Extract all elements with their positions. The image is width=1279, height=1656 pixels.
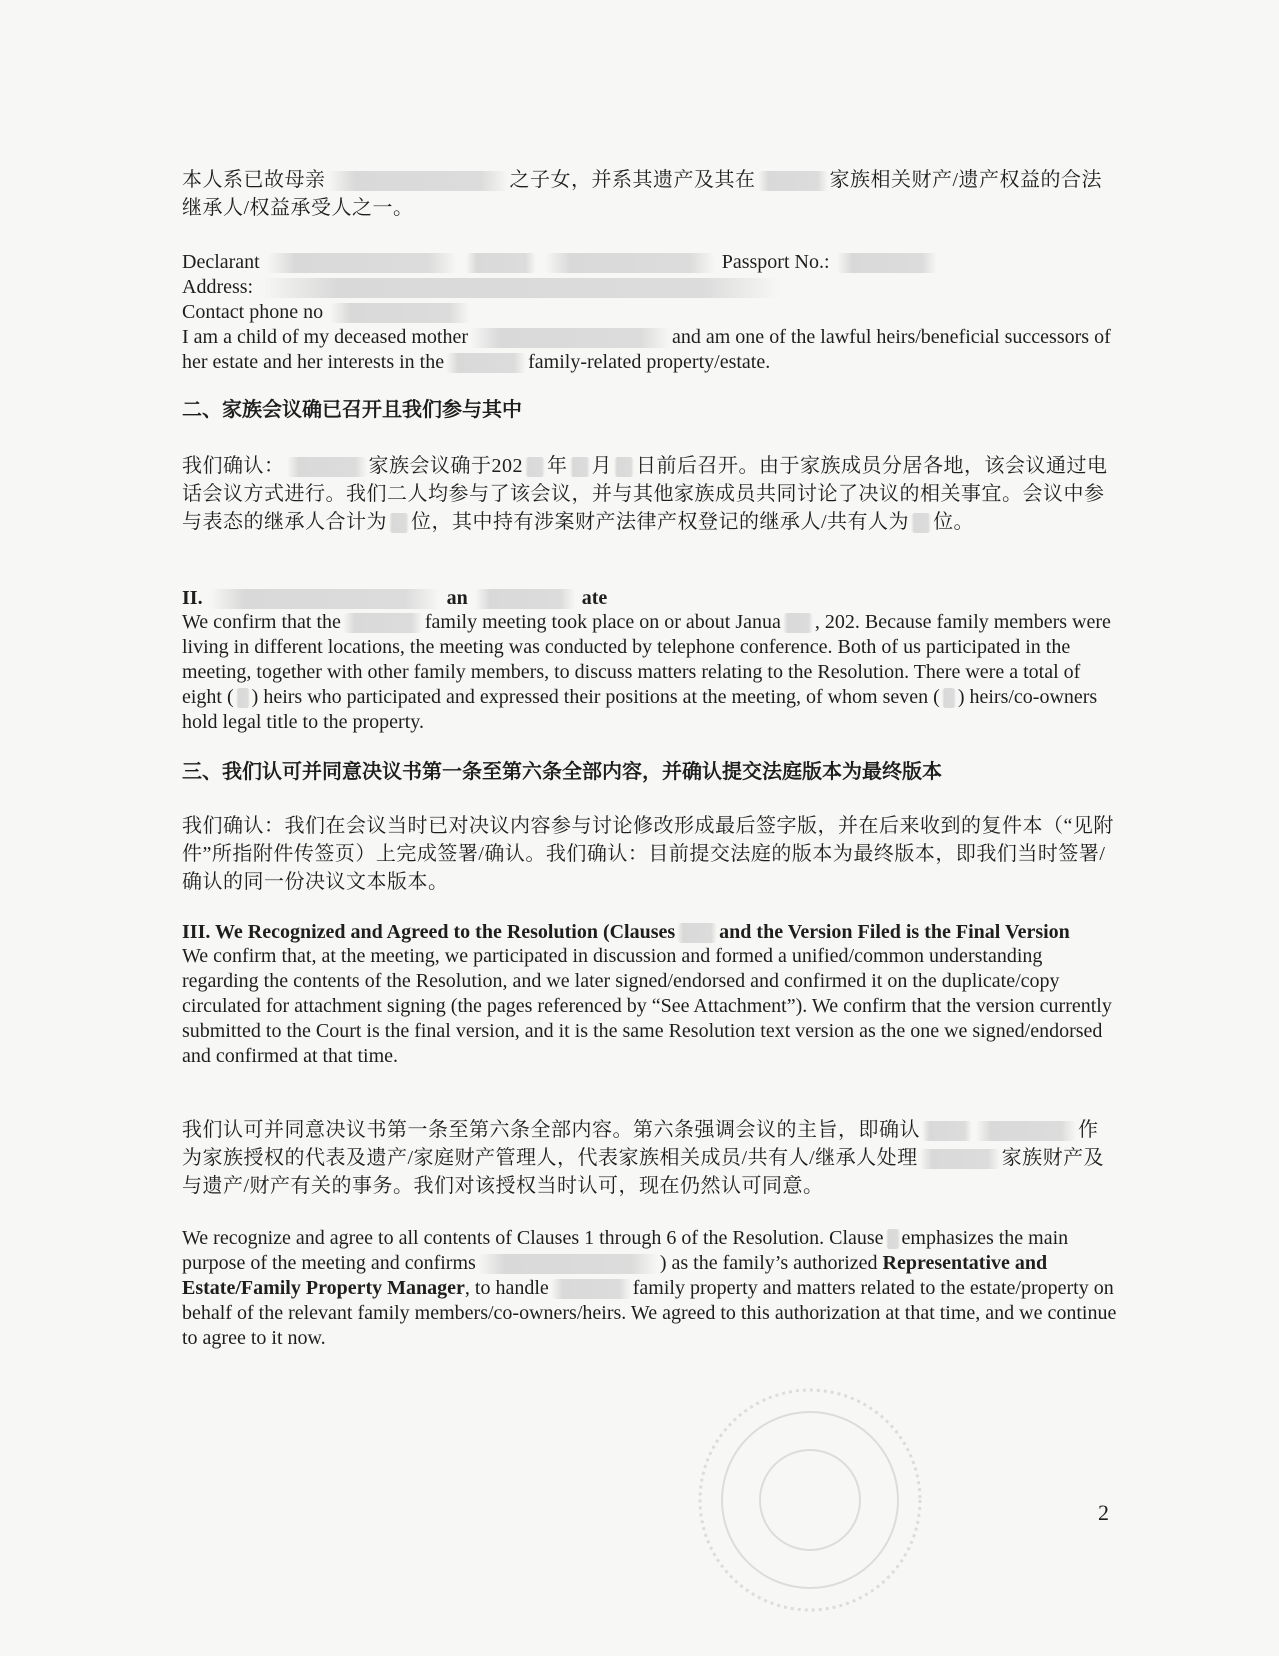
redaction	[922, 1121, 972, 1141]
page-number: 2	[1098, 1500, 1109, 1525]
declarant-block	[182, 250, 1117, 375]
redaction	[478, 1254, 658, 1274]
redaction	[210, 589, 440, 609]
redaction	[920, 1149, 1000, 1169]
redaction	[570, 457, 590, 477]
redaction	[783, 613, 813, 633]
section3-paragraph2-en: We recognize and agree to all contents of Clauses 1 through 6 of the Resolution. Clause emphasizes the main purpose of the meeting and confirms ) as the family’s authorized Representative and Estate/Family Property Manager, to handle family property and matters related to the estate/property on behalf of the relevant family members/co-owners/heirs. We agreed to this authorization at that time, and we continue to agree to it now.	[182, 1227, 1117, 1349]
redaction	[886, 1229, 900, 1249]
notary-seal-icon	[690, 1380, 930, 1620]
redaction	[343, 613, 423, 633]
section2-paragraph-zh: 我们确认： 家族会议确于202 年 月 日前后召开。由于家族成员分居各地，该会议通过电话会议方式进行。我们二人均参与了该会议，并与其他家族成员共同讨论了决议的相关事宜。会议中参与表态的继承人合计为 位，其中持有涉案财产法律产权登记的继承人/共有人为 位。	[182, 455, 1108, 533]
redaction	[614, 457, 634, 477]
redaction	[758, 171, 828, 191]
address-line: Address:	[182, 275, 1117, 300]
section2-heading-en: II. an ate	[182, 587, 608, 609]
section3-heading-en: III. We Recognized and Agreed to the Resolution (Clauses and the Version Filed is the Final Version	[182, 921, 1070, 943]
redaction	[330, 303, 470, 323]
section2-en-block	[182, 586, 1117, 735]
redaction	[837, 253, 937, 273]
intro-paragraph-en: I am a child of my deceased mother and am one of the lawful heirs/beneficial successors of her estate and her interests in the family-related property/estate.	[182, 326, 1111, 373]
redaction	[551, 1279, 631, 1299]
redaction	[976, 1121, 1076, 1141]
redaction	[466, 253, 536, 273]
intro-paragraph-zh: 本人系已故母亲 之子女，并系其遗产及其在 家族相关财产/遗产权益的合法继承人/权益承受人之一。	[182, 169, 1103, 219]
redaction	[260, 278, 780, 298]
redaction	[475, 589, 575, 609]
redaction	[942, 688, 956, 708]
redaction	[267, 253, 457, 273]
redaction	[545, 253, 715, 273]
section3-en-block	[182, 920, 1117, 1069]
redaction	[328, 171, 508, 191]
section3-paragraph1-zh: 我们确认：我们在会议当时已对决议内容参与讨论修改形成最后签字版，并在后来收到的复件本（“见附件”所指附件传签页）上完成签署/确认。我们确认：目前提交法庭的版本为最终版本，即我们当时签署/确认的同一份决议文本版本。	[182, 815, 1114, 893]
section3-paragraph2-zh: 我们认可并同意决议书第一条至第六条全部内容。第六条强调会议的主旨，即确认 作为家族授权的代表及遗产/家庭财产管理人，代表家族相关成员/共有人/继承人处理 家族财产及与遗产/财产有关的事务。我们对该授权当时认可，现在仍然认可同意。	[182, 1119, 1105, 1197]
redaction	[287, 457, 367, 477]
redaction	[525, 457, 545, 477]
redaction	[389, 513, 409, 533]
redaction	[236, 688, 250, 708]
section2-heading-zh: 二、家族会议确已召开且我们参与其中	[182, 399, 522, 421]
redaction	[446, 353, 526, 373]
redaction	[470, 328, 670, 348]
phone-line: Contact phone no	[182, 300, 1117, 325]
redaction	[911, 513, 931, 533]
section3-paragraph1-en: We confirm that, at the meeting, we participated in discussion and formed a unified/common understanding regarding the contents of the Resolution, and we later signed/endorsed and confirmed it on the duplicate/copy circulated for attachment signing (the pages referenced by “See Attachment”). We confirm that the version currently submitted to the Court is the final version, and it is the same Resolution text version as the one we signed/endorsed and confirmed at that time.	[182, 945, 1112, 1067]
section2-paragraph-en: We confirm that the family meeting took place on or about Janua , 202. Because family members were living in different locations, the meeting was conducted by telephone conference. Both of us participated in the meeting, together with other family members, to discuss matters relating to the Resolution. There were a total of eight ( ) heirs who participated and expressed their positions at the meeting, of whom seven ( ) heirs/co-owners hold legal title to the property.	[182, 611, 1111, 733]
section3-heading-zh: 三、我们认可并同意决议书第一条至第六条全部内容，并确认提交法庭版本为最终版本	[182, 761, 942, 783]
redaction	[677, 923, 717, 943]
declarant-line: Declarant Passport No.:	[182, 250, 1117, 275]
